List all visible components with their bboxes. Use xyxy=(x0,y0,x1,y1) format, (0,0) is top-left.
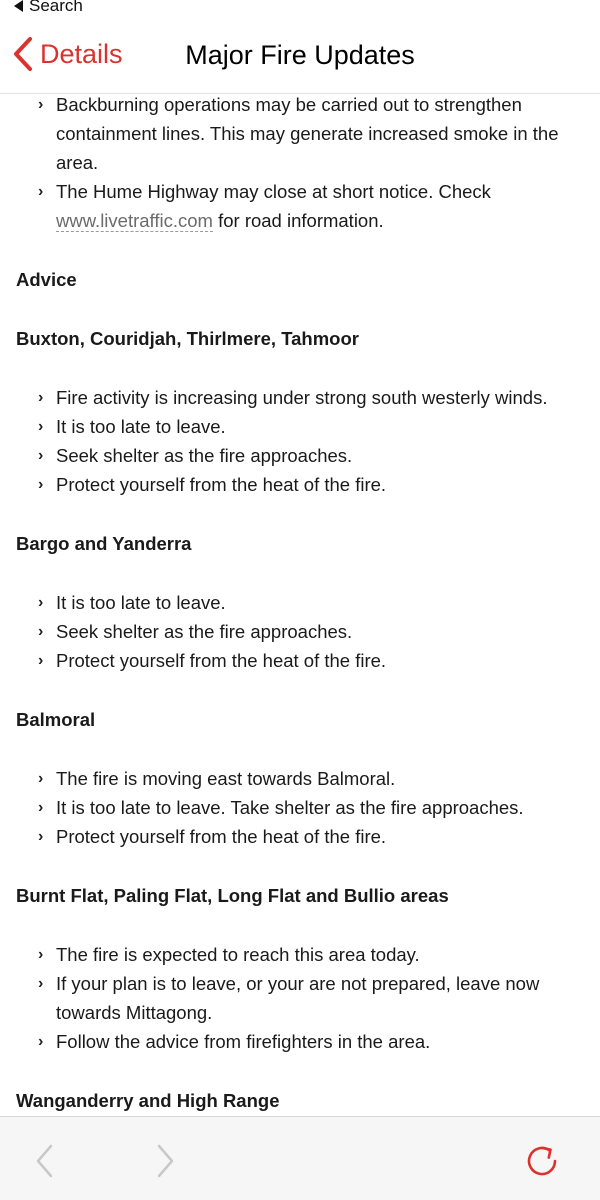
page-title xyxy=(0,40,600,71)
bottom-toolbar xyxy=(0,1116,600,1200)
section-heading: Buxton, Couridjah, Thirlmere, Tahmoor xyxy=(16,328,359,349)
bullet-chevron-icon: › xyxy=(38,652,44,669)
bullet-chevron-icon: › xyxy=(38,447,44,464)
bullet-text: Follow the advice from firefighters in the area. xyxy=(56,1031,431,1052)
bullet-text: Fire activity is increasing under strong south westerly winds. xyxy=(56,387,548,408)
chevron-right-icon xyxy=(155,1143,177,1179)
bullet-text: Seek shelter as the fire approaches. xyxy=(56,445,353,466)
section-bullet-list xyxy=(16,940,584,1056)
bullet-chevron-icon: › xyxy=(38,183,44,200)
advice-heading: Advice xyxy=(16,269,77,290)
forward-nav-button[interactable] xyxy=(146,1141,186,1181)
bullet-text: Backburning operations may be carried out to strengthen containment lines. This may generate increased smoke in the area. xyxy=(56,94,559,173)
reload-icon xyxy=(522,1141,562,1181)
list-item xyxy=(16,1027,584,1056)
bullet-chevron-icon: › xyxy=(38,476,44,493)
status-bar xyxy=(0,0,600,16)
section-bullet-list xyxy=(16,588,584,675)
bullet-text: Protect yourself from the heat of the fire. xyxy=(56,650,387,671)
list-item xyxy=(16,383,584,412)
bullet-text: If your plan is to leave, or your are not prepared, leave now towards Mittagong. xyxy=(56,973,540,1023)
section-heading: Wanganderry and High Range xyxy=(16,1090,280,1111)
bullet-chevron-icon: › xyxy=(38,96,44,113)
list-item xyxy=(16,764,584,793)
list-item xyxy=(16,588,584,617)
bullet-chevron-icon: › xyxy=(38,418,44,435)
list-item xyxy=(16,177,584,235)
navigation-bar xyxy=(0,16,600,94)
section-bullet-list xyxy=(16,383,584,499)
list-item xyxy=(16,412,584,441)
bullet-text: The fire is expected to reach this area today. xyxy=(56,944,420,965)
list-item xyxy=(16,969,584,1027)
back-button-label: Details xyxy=(40,38,123,69)
content-scroll[interactable] xyxy=(0,90,600,1116)
bullet-text: It is too late to leave. xyxy=(56,592,226,613)
back-nav-button[interactable] xyxy=(24,1141,64,1181)
chevron-left-icon xyxy=(33,1143,55,1179)
list-item xyxy=(16,646,584,675)
page-title-text: Major Fire Updates xyxy=(185,40,415,70)
bullet-chevron-icon: › xyxy=(38,828,44,845)
section-heading: Burnt Flat, Paling Flat, Long Flat and Bullio areas xyxy=(16,885,449,906)
list-item xyxy=(16,940,584,969)
list-item xyxy=(16,793,584,822)
reload-button[interactable] xyxy=(522,1141,562,1181)
bullet-text: It is too late to leave. Take shelter as the fire approaches. xyxy=(56,797,524,818)
bullet-text: It is too late to leave. xyxy=(56,416,226,437)
livetraffic-link[interactable]: www.livetraffic.com xyxy=(56,210,213,231)
list-item xyxy=(16,822,584,851)
bullet-chevron-icon: › xyxy=(38,799,44,816)
bullet-text: Protect yourself from the heat of the fire. xyxy=(56,474,387,495)
bullet-text: for road information. xyxy=(212,210,384,231)
list-item xyxy=(16,441,584,470)
bullet-chevron-icon: › xyxy=(38,1033,44,1050)
section-heading: Bargo and Yanderra xyxy=(16,533,192,554)
list-item xyxy=(16,617,584,646)
section-heading: Balmoral xyxy=(16,709,96,730)
status-back-label: Search xyxy=(29,0,83,15)
bullet-chevron-icon: › xyxy=(38,946,44,963)
bullet-chevron-icon: › xyxy=(38,594,44,611)
bullet-chevron-icon: › xyxy=(38,770,44,787)
top-bullet-list xyxy=(16,90,584,235)
list-item xyxy=(16,470,584,499)
back-triangle-icon xyxy=(14,0,23,12)
bullet-chevron-icon: › xyxy=(38,975,44,992)
bullet-text: The fire is moving east towards Balmoral. xyxy=(56,768,396,789)
list-item xyxy=(16,90,584,177)
section-bullet-list xyxy=(16,764,584,851)
bullet-text: The Hume Highway may close at short notice. Check xyxy=(56,181,491,202)
bullet-text: Protect yourself from the heat of the fire. xyxy=(56,826,387,847)
bullet-chevron-icon: › xyxy=(38,623,44,640)
status-back-to-search[interactable] xyxy=(14,0,83,16)
bullet-text: Seek shelter as the fire approaches. xyxy=(56,621,353,642)
bullet-chevron-icon: › xyxy=(38,389,44,406)
